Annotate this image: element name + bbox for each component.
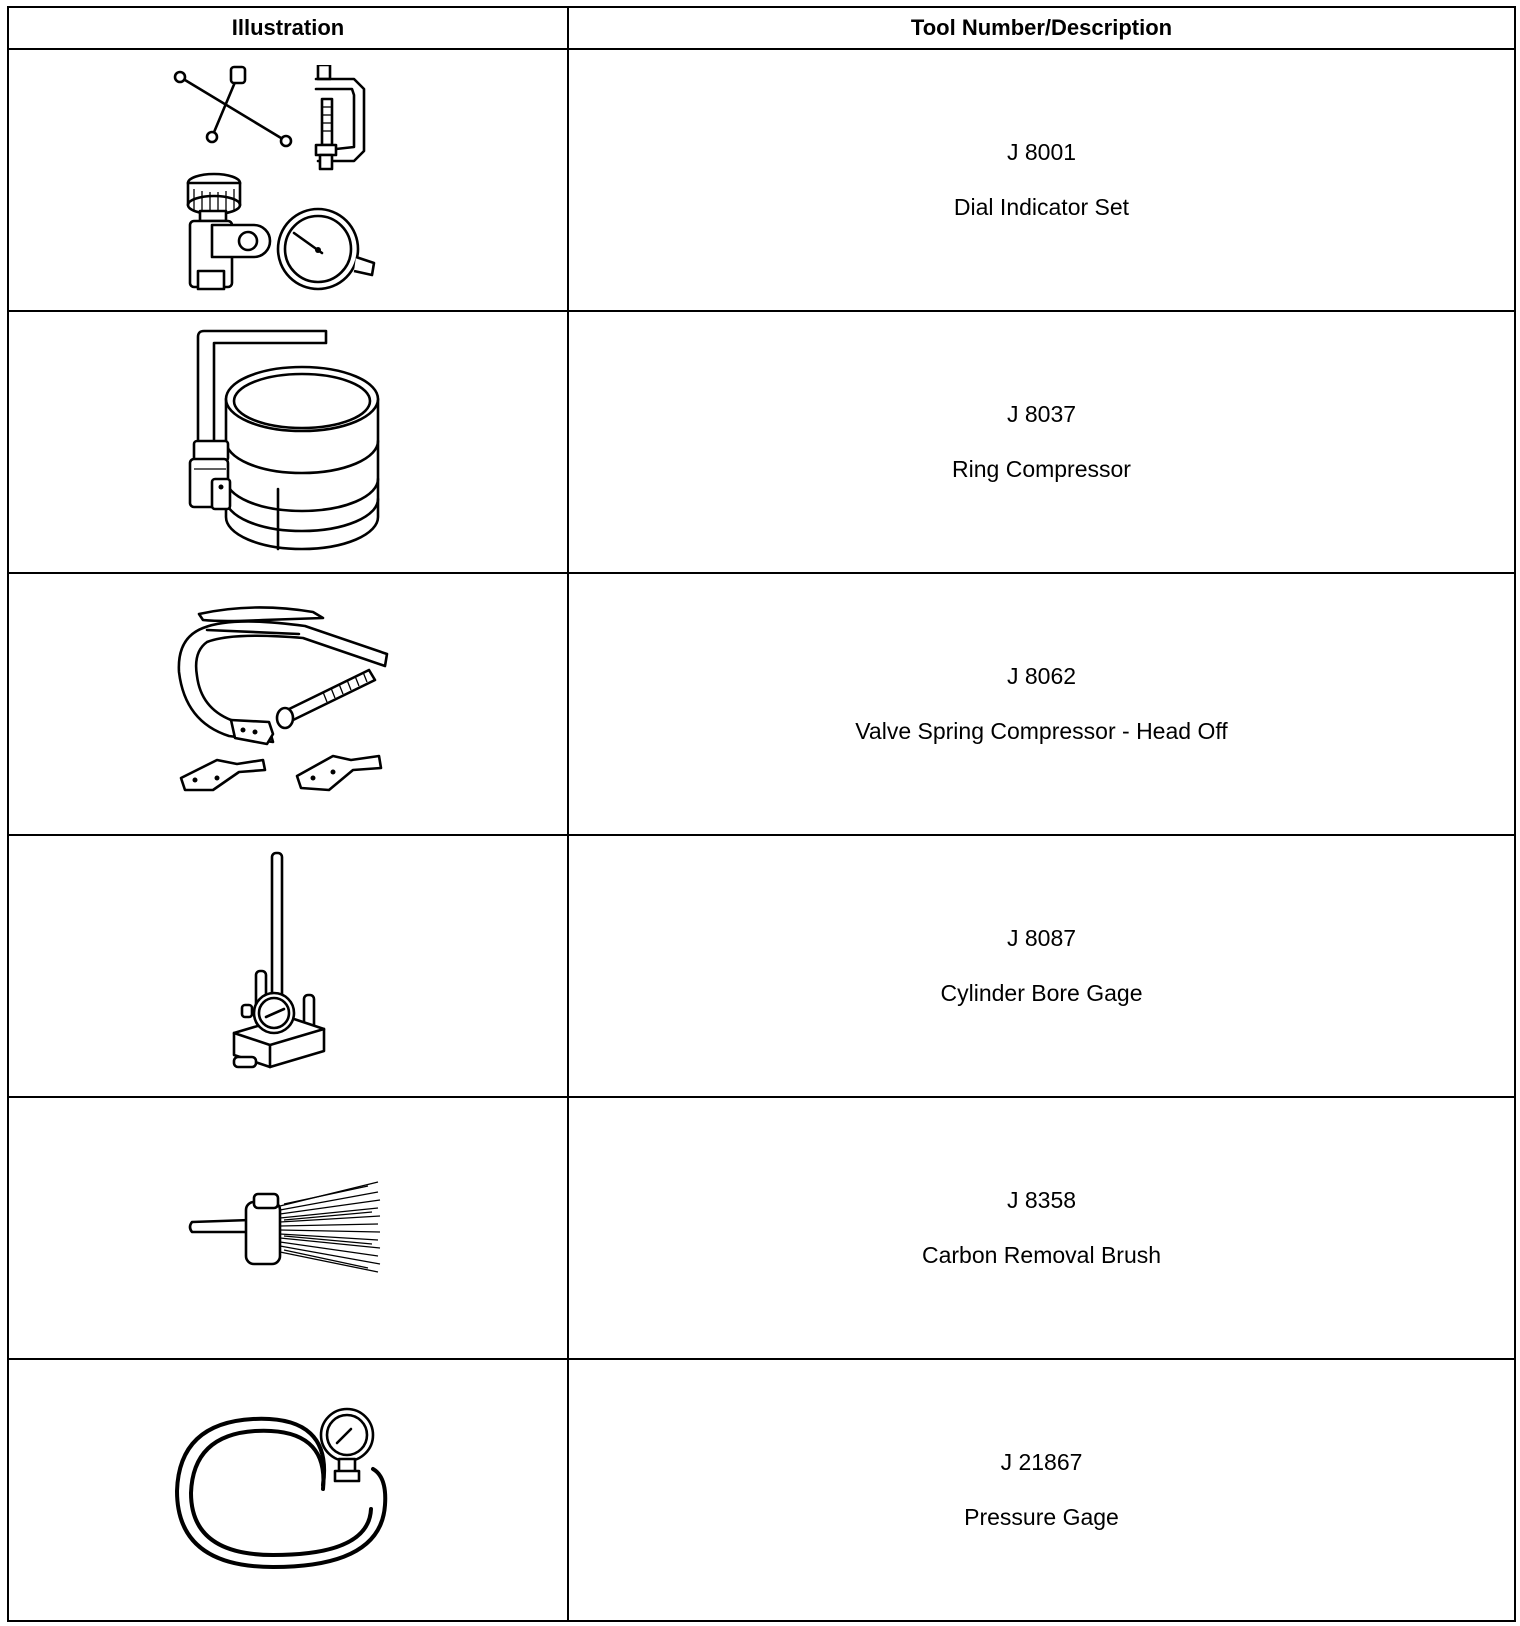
tool-description-cell [568,835,1515,1097]
tool-description-cell [568,1097,1515,1359]
tool-description: Carbon Removal Brush [921,1242,1162,1268]
cylinder-bore-gage-icon [228,851,348,1081]
illustration-cell [8,573,568,835]
tool-description: Cylinder Bore Gage [940,980,1143,1006]
tool-description-cell [568,1359,1515,1621]
table-header-row [8,7,1515,49]
tool-number-description-header: Tool Number/Description [568,7,1515,49]
table-row [8,49,1515,311]
tool-number: J 8037 [1006,401,1077,427]
illustration-cell [8,1359,568,1621]
tool-number: J 8358 [1006,1187,1077,1213]
tool-number: J 8062 [1006,663,1077,689]
table-row [8,1359,1515,1621]
tool-description: Valve Spring Compressor - Head Off [855,718,1228,744]
illustration-cell [8,835,568,1097]
tool-number: J 8001 [1006,139,1077,165]
illustration-cell [8,1097,568,1359]
table-row [8,311,1515,573]
tool-number: J 21867 [1000,1449,1083,1475]
tool-description-cell [568,573,1515,835]
dial-indicator-set-icon [168,65,408,295]
tool-description: Dial Indicator Set [953,194,1130,220]
tool-description-cell [568,311,1515,573]
special-tools-table [7,6,1516,1622]
table-row [8,1097,1515,1359]
carbon-removal-brush-icon [188,1178,388,1278]
tool-number: J 8087 [1006,925,1077,951]
table-row [8,573,1515,835]
illustration-cell [8,311,568,573]
tool-description: Pressure Gage [964,1504,1119,1530]
tool-description: Ring Compressor [952,456,1131,482]
ring-compressor-icon [188,329,388,555]
valve-spring-compressor-icon [173,604,403,804]
table-row [8,835,1515,1097]
illustration-cell [8,49,568,311]
illustration-header: Illustration [8,7,568,49]
pressure-gage-icon [173,1405,403,1575]
tool-description-cell [568,49,1515,311]
